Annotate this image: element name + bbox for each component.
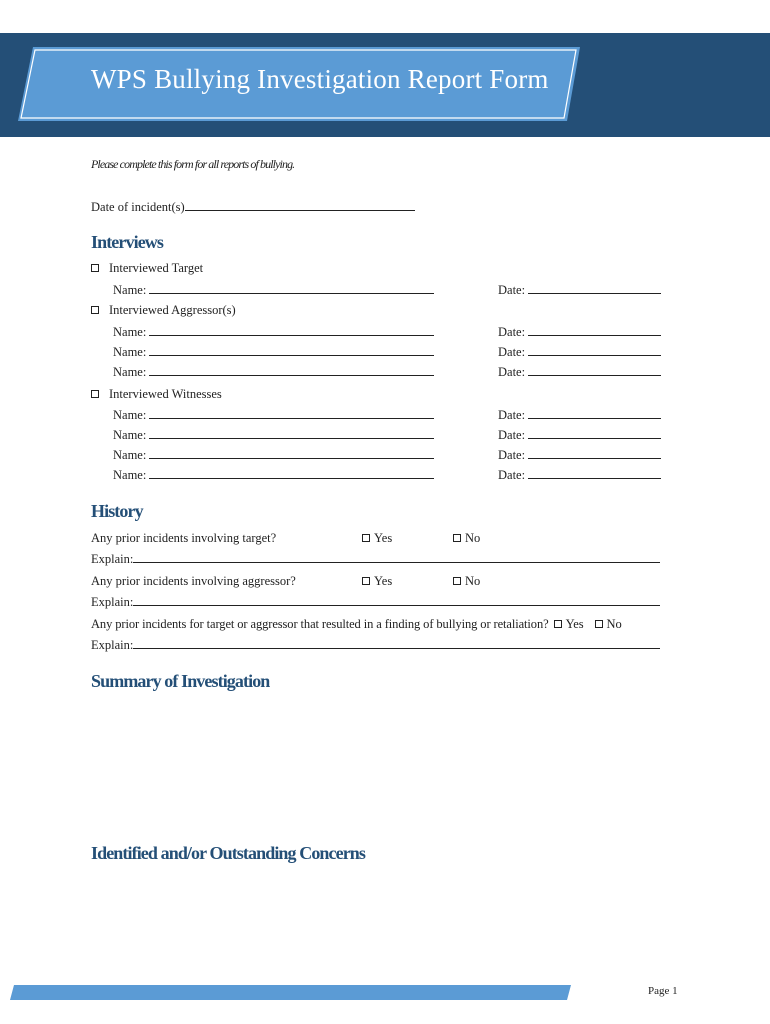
name-label: Name: (113, 365, 147, 379)
interviewed-target-label: Interviewed Target (109, 261, 204, 275)
witness-date-row-3 (498, 447, 661, 463)
explain-label: Explain: (91, 552, 134, 566)
q-aggressor-no-checkbox[interactable] (453, 577, 461, 585)
name-label: Name: (113, 468, 147, 482)
witness-date-row-4 (498, 467, 661, 483)
aggressor-date-row-3 (498, 364, 661, 380)
date-label: Date: (498, 365, 526, 379)
date-label: Date: (498, 283, 526, 297)
page-title: WPS Bullying Investigation Report Form (91, 64, 549, 94)
page-number: Page 1 (648, 985, 678, 997)
witness-date-row-1 (498, 407, 661, 423)
intro-text: Please complete this form for all reports of bullying. (91, 157, 295, 171)
witness-name-field[interactable] (149, 467, 434, 479)
explain-aggressor-field[interactable] (133, 594, 660, 606)
target-name-row (113, 282, 434, 298)
name-label: Name: (113, 283, 147, 297)
history-heading: History (91, 501, 143, 521)
concerns-heading: Identified and/or Outstanding Concerns (91, 843, 366, 863)
yes-label: Yes (374, 531, 393, 545)
q-aggressor-no (453, 573, 480, 589)
q-aggressor-yes (362, 573, 392, 589)
aggressor-date-row-2 (498, 344, 661, 360)
date-label: Date: (498, 468, 526, 482)
witness-name-row-2 (113, 427, 434, 443)
date-label: Date: (498, 345, 526, 359)
date-label: Date: (498, 428, 526, 442)
explain-finding-row (91, 637, 660, 653)
witness-date-row-2 (498, 427, 661, 443)
q-finding-row (91, 616, 622, 632)
q-aggressor-yes-checkbox[interactable] (362, 577, 370, 585)
witness-name-field[interactable] (149, 447, 434, 459)
witness-name-row-1 (113, 407, 434, 423)
concerns-field[interactable] (91, 872, 663, 972)
footer-bar (10, 985, 571, 1000)
date-of-incident-label: Date of incident(s) (91, 200, 185, 214)
explain-finding-field[interactable] (133, 637, 660, 649)
witness-date-field[interactable] (528, 447, 661, 459)
interviewed-witnesses-label: Interviewed Witnesses (109, 387, 222, 401)
witness-date-field[interactable] (528, 467, 661, 479)
explain-target-row (91, 551, 660, 567)
interviewed-target-checkbox[interactable] (91, 264, 99, 272)
aggressor-date-field[interactable] (528, 364, 661, 376)
summary-heading: Summary of Investigation (91, 671, 270, 691)
explain-target-field[interactable] (133, 551, 660, 563)
no-label: No (606, 617, 622, 631)
interviewed-aggressor-label: Interviewed Aggressor(s) (109, 303, 236, 317)
name-label: Name: (113, 448, 147, 462)
date-label: Date: (498, 448, 526, 462)
yes-label: Yes (374, 574, 393, 588)
q-target-text: Any prior incidents involving target? (91, 531, 277, 545)
interviewed-witnesses-checkbox[interactable] (91, 390, 99, 398)
q-aggressor-text: Any prior incidents involving aggressor? (91, 574, 296, 588)
aggressor-date-field[interactable] (528, 324, 661, 336)
q-finding-text: Any prior incidents for target or aggressor that resulted in a finding of bullying or retaliation? (91, 617, 549, 631)
witness-date-field[interactable] (528, 427, 661, 439)
q-target-yes (362, 530, 392, 546)
name-label: Name: (113, 428, 147, 442)
summary-field[interactable] (91, 700, 663, 830)
witness-name-row-3 (113, 447, 434, 463)
q-target-no (453, 530, 480, 546)
interviews-heading: Interviews (91, 232, 163, 252)
witness-date-field[interactable] (528, 407, 661, 419)
target-date-row (498, 282, 661, 298)
witness-name-field[interactable] (149, 427, 434, 439)
interviewed-witnesses-row (91, 386, 222, 402)
witness-name-row-4 (113, 467, 434, 483)
date-of-incident-row (91, 199, 415, 215)
aggressor-name-field[interactable] (149, 364, 434, 376)
name-label: Name: (113, 408, 147, 422)
name-label: Name: (113, 325, 147, 339)
witness-name-field[interactable] (149, 407, 434, 419)
q-target-yes-checkbox[interactable] (362, 534, 370, 542)
yes-label: Yes (565, 617, 584, 631)
no-label: No (465, 574, 481, 588)
interviewed-target-row (91, 260, 203, 276)
explain-label: Explain: (91, 638, 134, 652)
explain-aggressor-row (91, 594, 660, 610)
interviewed-aggressor-checkbox[interactable] (91, 306, 99, 314)
q-finding-no-checkbox[interactable] (595, 620, 603, 628)
aggressor-date-field[interactable] (528, 344, 661, 356)
explain-label: Explain: (91, 595, 134, 609)
date-label: Date: (498, 408, 526, 422)
interviewed-aggressor-row (91, 302, 236, 318)
aggressor-date-row-1 (498, 324, 661, 340)
date-of-incident-field[interactable] (185, 199, 415, 211)
no-label: No (465, 531, 481, 545)
date-label: Date: (498, 325, 526, 339)
name-label: Name: (113, 345, 147, 359)
aggressor-name-row-1 (113, 324, 434, 340)
aggressor-name-field[interactable] (149, 344, 434, 356)
target-name-field[interactable] (149, 282, 434, 294)
aggressor-name-field[interactable] (149, 324, 434, 336)
q-finding-yes-checkbox[interactable] (554, 620, 562, 628)
target-date-field[interactable] (528, 282, 661, 294)
aggressor-name-row-2 (113, 344, 434, 360)
q-target-no-checkbox[interactable] (453, 534, 461, 542)
aggressor-name-row-3 (113, 364, 434, 380)
